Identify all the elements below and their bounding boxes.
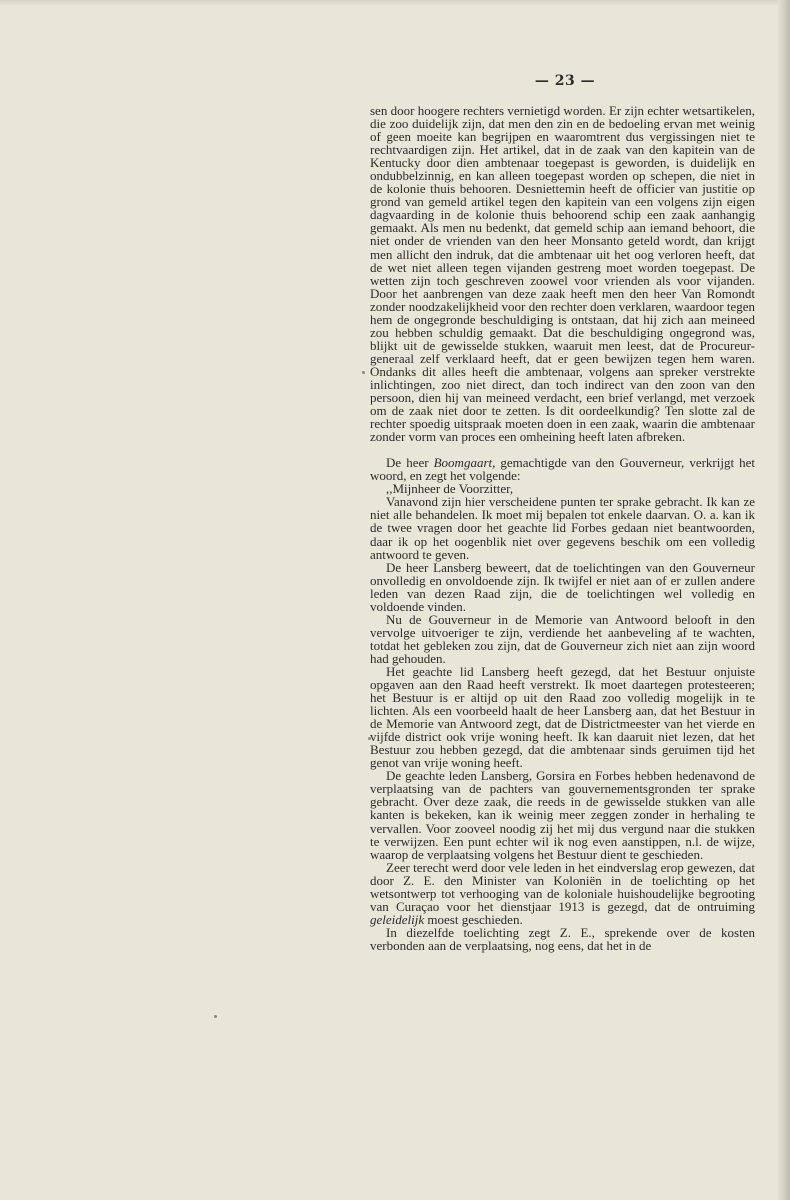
paragraph: Vanavond zijn hier verscheidene punten ter sprake gebracht. Ik kan ze niet alle behandelen. Ik moet mij bepalen tot enkele daarvan. O. a. kan ik de twee vragen door het geachte lid Forbes gedaan niet beantwoorden, daar ik op het oogenblik niet over gegevens beschik om een volledig antwoord te geven. <box>370 494 755 562</box>
paragraph: In diezelfde toelichting zegt Z. E., sprekende over de kosten verbonden aan de verplaatsing, nog eens, dat het in de <box>370 924 755 953</box>
paragraph: Het geachte lid Lansberg heeft gezegd, dat het Bestuur onjuiste opgaven aan den Raad heeft verstrekt. Ik moet daartegen protesteeren; het Bestuur is er altijd op uit den Raad zoo volledig mogelijk in te lichten. Als een voorbeeld haalt de heer Lansberg aan, dat het Bestuur in de Memorie van Antwoord zegt, dat de Districtmeester van het vierde en vijfde district ook vrije woning heeft. Ik kan daaruit niet lezen, dat het Bestuur zou hebben gezegd, dat die ambtenaar sinds geruimen tijd het genot van vrije woning heeft. <box>370 663 755 771</box>
speaker-name: Boomgaart, <box>433 455 496 471</box>
paragraph-text: moest geschieden. <box>424 911 523 927</box>
page-binding-edge <box>778 0 790 1200</box>
paragraph: De heer Lansberg beweert, dat de toelichtingen van den Gouverneur onvolledig en onvoldoende zijn. Ik twijfel er niet aan of er zullen andere leden van dezen Raad zijn, die de toelichtingen wel volledig en voldoende vinden. <box>370 559 755 614</box>
paragraph-text: De heer <box>386 455 434 471</box>
paragraph-continued: sen door hoogere rechters vernietigd worden. Er zijn echter wetsartikelen, die zoo duidelijk zijn, dat men den zin en de bedoeling ervan met weinig of geen moeite kan begrijpen en waaromtrent dus vergissingen niet te rechtvaardigen zijn. Het artikel, dat in de zaak van den kapitein van de Kentucky door dien ambtenaar toegepast is geworden, is duidelijk en ondubbelzinnig, en kan alleen toegepast worden op schepen, die niet in de kolonie thuis behooren. Desniettemin heeft de officier van justitie op grond van gemeld artikel tegen den kapitein van een volgens zijn eigen dagvaarding in de kolonie thuis behoorend schip een zaak aanhangig gemaakt. Als men nu bedenkt, dat gemeld schip aan iemand behoort, die niet onder de vrienden van den heer Monsanto geteld wordt, dan krijgt men allicht den indruk, dat die ambtenaar uit het oog verloren heeft, dat de wet niet alleen tegen vijanden gestreng moet worden toegepast. De wetten zijn toch geschreven zoowel voor vrienden als voor vijanden. Door het aanbrengen van deze zaak heeft men den heer Van Romondt zonder noodzakelijkheid voor den rechter doen verklaren, waardoor tegen hem de ongegronde beschuldiging is ontstaan, dat hij zich aan meineed zou hebben schuldig gemaakt. Dat die beschuldiging ongegrond was, blijkt uit de gewisselde stukken, waaruit men leest, dat de Procureur-generaal zelf verklaard heeft, dat er geen bewijzen tegen hem waren. Ondanks dit alles heeft die ambtenaar, volgens aan spreker verstrekte inlichtingen, zoo niet direct, dan toch indirect van den zoon van den persoon, dien hij van meineed verdacht, een brief verlangd, met verzoek om de zaak niet door te zetten. Is dit oordeelkundig? Ten slotte zal de rechter spoedig uitspraak moeten doen in een zaak, waarin die ambtenaar zonder vorm van proces een omheining heeft laten afbreken. <box>370 103 755 445</box>
paragraph-text: Zeer terecht werd door vele leden in het eindverslag erop gewezen, dat door Z. E. den Minister van Koloniën in de toelichting op het wetsontwerp tot verhooging van de koloniale huishoudelijke begrooting van Curaçao voor het dienstjaar 1913 is gezegd, dat de ontruiming <box>370 859 755 914</box>
salutation: ,,Mijnheer de Voorzitter, <box>386 481 514 497</box>
paragraph-text: gemachtigde van den Gouverneur, verkrijgt het woord, en zegt het volgende: <box>370 455 755 484</box>
paragraph <box>370 861 755 926</box>
body-text-column <box>370 104 755 952</box>
paragraph-boomgaart <box>370 456 755 482</box>
page-top-edge <box>0 0 790 6</box>
page-number: — 23 — <box>534 73 596 89</box>
margin-speck <box>214 1015 217 1018</box>
paragraph: Nu de Gouverneur in de Memorie van Antwoord belooft in den vervolge uitvoeriger te zijn, verdiende het aanbeveling af te wachten, totdat het gebleken zou zijn, dat de Gouverneur zich niet aan zijn woord had gehouden. <box>370 611 755 666</box>
margin-speck <box>362 371 365 374</box>
paragraph: De geachte leden Lansberg, Gorsira en Forbes hebben hedenavond de verplaatsing van de pachters van gouvernementsgronden ter sprake gebracht. Over deze zaak, die reeds in de gewisselde stukken van alle kanten is bekeken, kan ik weinig meer zeggen zonder in herhaling te vervallen. Voor zooveel noodig zij het mij dus vergund naar die stukken te verwijzen. Een punt echter wil ik nog even aanstippen, n.l. de wijze, waarop de verplaatsing volgens het Bestuur dient te geschieden. <box>370 768 755 862</box>
emphasized-word: geleidelijk <box>370 911 425 927</box>
